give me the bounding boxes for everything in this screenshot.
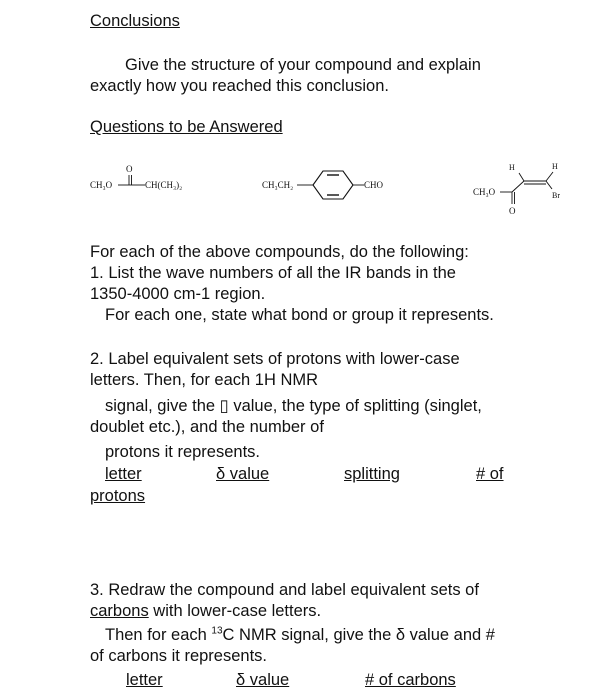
q2-line-1: 2. Label equivalent sets of protons with lower-case bbox=[90, 350, 460, 368]
compound-3-h-1: H bbox=[509, 163, 515, 172]
compound-1-carbonyl-oxygen: O bbox=[126, 164, 133, 174]
q1-line-2: 1350-4000 cm-1 region. bbox=[90, 285, 266, 303]
conclusions-heading: Conclusions bbox=[90, 12, 180, 30]
compound-1-methoxy: CH₃O bbox=[90, 180, 113, 190]
compound-1-isopropyl: CH(CH₃)₂ bbox=[145, 180, 183, 190]
q3-col-delta: δ value bbox=[236, 671, 290, 689]
q2-line-4: doublet etc.), and the number of bbox=[90, 418, 324, 436]
q2-col-splitting: splitting bbox=[344, 465, 400, 483]
q2-line-5: protons it represents. bbox=[105, 443, 260, 461]
q3-superscript: 13 bbox=[211, 625, 223, 637]
q2-col-delta: δ value bbox=[216, 465, 270, 483]
questions-heading: Questions to be Answered bbox=[90, 118, 283, 136]
q3-line-3-post: C NMR signal, give the δ value and # bbox=[222, 626, 495, 644]
q3-line-4: of carbons it represents. bbox=[90, 647, 268, 665]
compound-3-methoxy: CH₃O bbox=[473, 187, 496, 197]
compound-2-aldehyde: CHO bbox=[364, 180, 384, 190]
compound-1-structure bbox=[90, 164, 182, 190]
q3-col-letter: letter bbox=[126, 671, 163, 689]
q3-line-2 bbox=[90, 601, 321, 621]
q2-col-letter: letter bbox=[105, 465, 142, 483]
compound-3-structure bbox=[473, 162, 560, 216]
q3-line-3 bbox=[105, 625, 495, 645]
q2-line-3: signal, give the ▯ value, the type of splitting (singlet, bbox=[105, 397, 482, 415]
compound-2-ethyl: CH₃CH₂ bbox=[262, 180, 294, 190]
instructions-intro: For each of the above compounds, do the following: bbox=[90, 243, 469, 261]
compound-3-bromine: Br bbox=[552, 191, 560, 200]
compound-3-carbonyl-oxygen: O bbox=[509, 206, 516, 216]
q3-carbons-word: carbons bbox=[90, 602, 149, 620]
q3-line-1: 3. Redraw the compound and label equivalent sets of bbox=[90, 581, 479, 599]
conclusions-line-2: exactly how you reached this conclusion. bbox=[90, 77, 389, 95]
q1-line-3: For each one, state what bond or group it represents. bbox=[105, 306, 494, 324]
q2-col-protons: protons bbox=[90, 487, 146, 505]
conclusions-line-1: Give the structure of your compound and explain bbox=[125, 56, 481, 74]
q2-line-2: letters. Then, for each 1H NMR bbox=[90, 371, 319, 389]
compound-3-h-2: H bbox=[552, 162, 558, 171]
compound-structures bbox=[0, 0, 606, 240]
q3-col-carbons: # of carbons bbox=[365, 671, 456, 689]
q1-line-1: 1. List the wave numbers of all the IR bands in the bbox=[90, 264, 456, 282]
q3-line-2-rest: with lower-case letters. bbox=[148, 602, 322, 620]
compound-2-structure bbox=[262, 171, 384, 199]
q3-line-3-pre: Then for each bbox=[105, 626, 212, 644]
q2-col-num-of: # of bbox=[476, 465, 504, 483]
